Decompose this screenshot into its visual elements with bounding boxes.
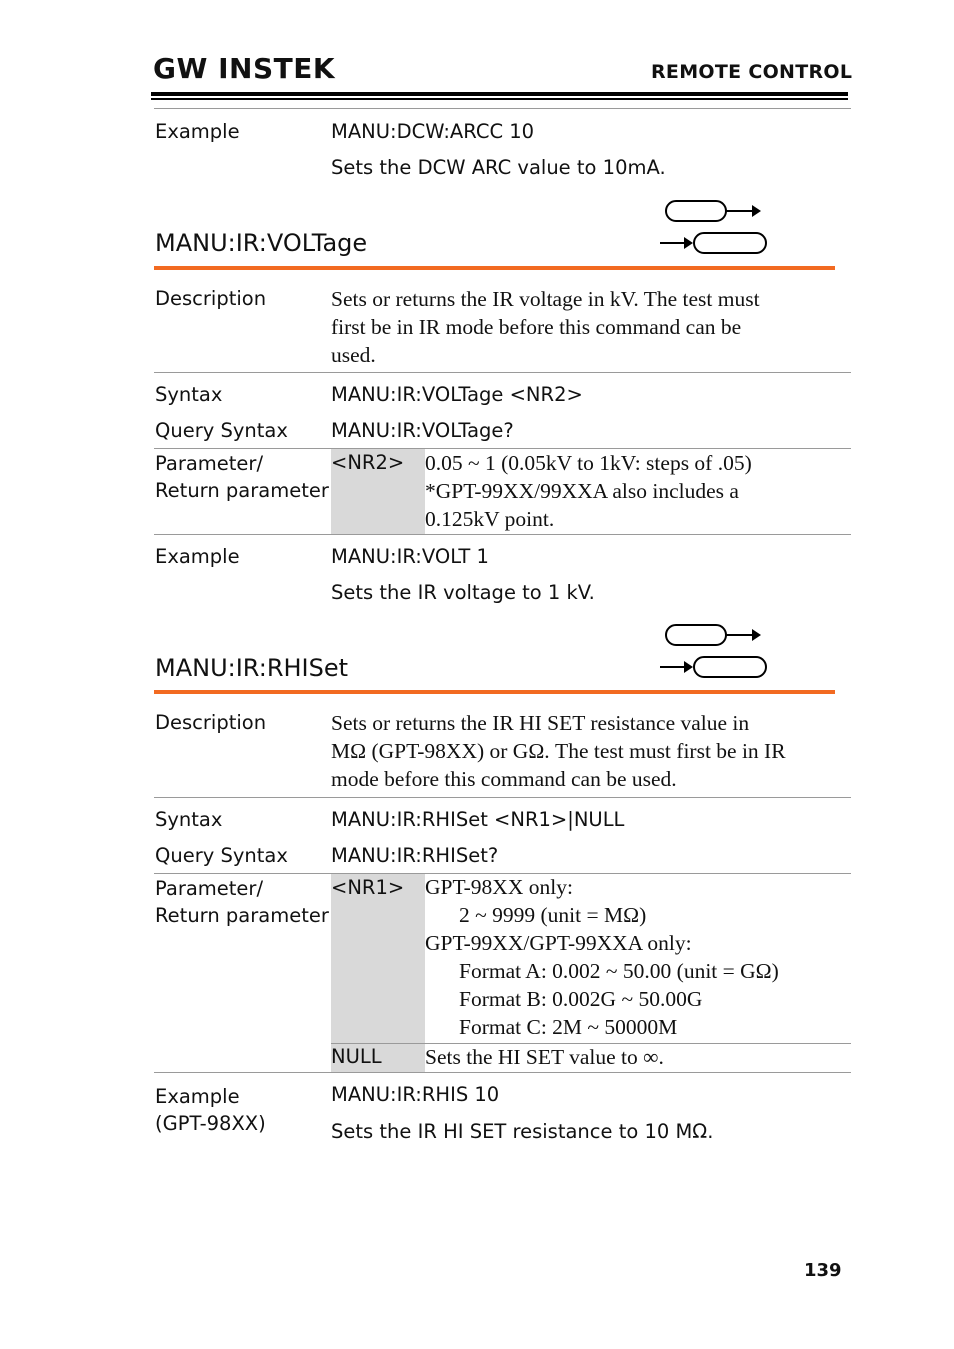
divider	[154, 108, 851, 109]
divider	[154, 1072, 851, 1073]
example-command: MANU:IR:VOLT 1	[331, 545, 489, 568]
page-number: 139	[804, 1260, 842, 1281]
parameter-label: Parameter/ Return parameter	[155, 877, 329, 927]
example-label: Example	[155, 120, 240, 143]
divider	[154, 372, 851, 373]
brand-logo: GW INSTEK	[153, 52, 336, 85]
section-rule	[154, 690, 835, 694]
description-text: Sets or returns the IR HI SET resistance value in MΩ (GPT-98XX) or GΩ. The test must first be in IR mode before this command can be used.	[331, 711, 786, 791]
parameter-label: Parameter/ Return parameter	[155, 452, 329, 502]
description-label: Description	[155, 711, 267, 734]
example-command: MANU:IR:RHIS 10	[331, 1083, 500, 1106]
example-description: Sets the DCW ARC value to 10mA.	[331, 156, 666, 179]
syntax-label: Syntax	[155, 383, 223, 406]
param-name: <NR1>	[331, 876, 405, 899]
command-title: MANU:IR:VOLTage	[155, 229, 368, 257]
set-query-icon	[656, 620, 772, 684]
header-rule-thick	[151, 92, 848, 96]
example-label: Example	[155, 545, 240, 568]
example-description: Sets the IR HI SET resistance to 10 MΩ.	[331, 1120, 714, 1143]
syntax-text: MANU:IR:RHISet <NR1>|NULL	[331, 808, 625, 831]
description-label: Description	[155, 287, 267, 310]
query-syntax-text: MANU:IR:VOLTage?	[331, 419, 514, 442]
command-title: MANU:IR:RHISet	[155, 654, 349, 682]
syntax-label: Syntax	[155, 808, 223, 831]
param-name: NULL	[331, 1045, 382, 1068]
syntax-text: MANU:IR:VOLTage <NR2>	[331, 383, 583, 406]
query-syntax-label: Query Syntax	[155, 419, 288, 442]
param-description: 0.05 ~ 1 (0.05kV to 1kV: steps of .05) *GPT-99XX/99XXA also includes a 0.125kV point.	[425, 451, 752, 531]
section-rule	[154, 266, 835, 270]
query-syntax-text: MANU:IR:RHISet?	[331, 844, 499, 867]
header-rule-thin	[151, 98, 848, 100]
example-command: MANU:DCW:ARCC 10	[331, 120, 535, 143]
set-query-icon	[656, 196, 772, 260]
param-description: GPT-98XX only: 2 ~ 9999 (unit = MΩ) GPT-99XX/GPT-99XXA only: Format A: 0.002 ~ 50.00 (unit = GΩ) Format B: 0.002G ~ 50.00G Format C: 2M ~ 50000M	[425, 875, 779, 1039]
example-description: Sets the IR voltage to 1 kV.	[331, 581, 595, 604]
divider	[154, 797, 851, 798]
query-syntax-label: Query Syntax	[155, 844, 288, 867]
section-title: REMOTE CONTROL	[651, 61, 853, 83]
divider	[154, 534, 851, 535]
param-name: <NR2>	[331, 451, 405, 474]
param-description: Sets the HI SET value to ∞.	[425, 1045, 664, 1069]
description-text: Sets or returns the IR voltage in kV. The test must first be in IR mode before this command can be used.	[331, 287, 760, 367]
example-label: Example (GPT-98XX)	[155, 1085, 266, 1135]
